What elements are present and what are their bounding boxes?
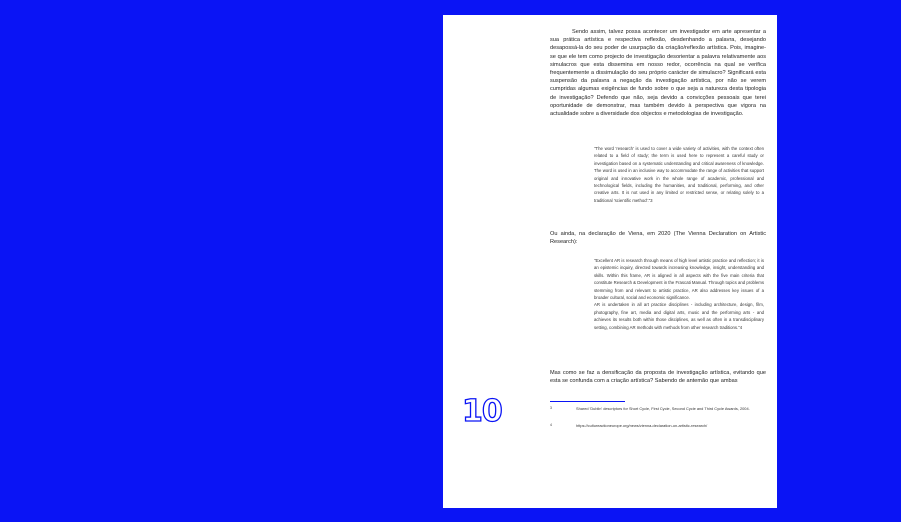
quote-vienna-declaration [594,257,764,331]
quote-dublin-descriptors: "The word 'research' is used to cover a wide variety of activities, with the context often related to a field of study; the term is used here to represent a careful study or investigation based on a systematic understanding and critical awareness of knowledge. The word is used in an inclusive way to accommodate the range of activities that support original and innovative work in the whole range of academic, professional and technological fields, including the humanities, and traditional, performing, and other creative arts. It is not used in any limited or restricted sense, or relating solely to a traditional 'scientific method'."3 [594,146,764,203]
footnote-number: 4 [550,423,552,427]
paragraph-intro: Sendo assim, talvez possa acontecer um investigador em arte apresentar a sua prática artística e respectiva reflexão, desdenhando a palavra, desejando desapossá-la do seu poder de usurpação da criação/reflexão artística. Pois, imagine-se que ele tem como projecto de investigação desorientar a palavra relativamente aos simulacros que esta dissemina em nosso redor, ocorrência na qual se verifica frequentemente a dissimulação do seu próprio carácter de simulacro? Significará esta suspensão da palavra a negação da investigação artística, por não se verem cumpridas algumas exigências de fundo sobre o que seja a natureza desta tipologia de investigação? Defendo que não, seja devido a convicções pessoais que terei oportunidade de demonstrar, mas também devido à perspectiva que vigora na actualidade sobre a diversidade dos objectos e metodologias de investigação. [550,29,766,118]
footnote-3 [550,406,766,412]
paragraph-closing: Mas como se faz a densificação da proposta de investigação artística, evitando que esta se confunda com a criação artística? Sabendo de antemão que ambas [550,370,766,385]
footnote-number: 3 [550,406,552,410]
quote-vienna-part-2: AR is undertaken in all art practice disciplines - including architecture, design, film, photography, fine art, media and digital arts, music and the performing arts - and achieves its results both within those disciplines, as well as often in a transdisciplinary setting, combining AR methods with methods from other research traditions."4 [594,302,764,330]
footnote-divider [550,401,625,402]
footnote-text: Shared 'Dublin' descriptors for Short Cycle, First Cycle, Second Cycle and Third Cycle Awards, 2004. [576,406,750,411]
quote-vienna-part-1: "Excellent AR is research through means of high level artistic practice and reflection; it is an epistemic inquiry, directed towards increasing knowledge, insight, understanding and skills. Within this frame, AR is aligned in all aspects with the five main criteria that constitute Research & Development in the Frascati Manual. Through topics and problems stemming from and relevant to artistic practice, AR also addresses key issues of a broader cultural, social and economic significance. [594,258,764,301]
page-number: 10 [462,394,502,429]
footnote-link-text[interactable]: https://cultureactioneurope.org/news/vienna-declaration-on-artistic-research/ [576,423,708,428]
document-page [443,15,777,508]
paragraph-vienna-intro: Ou ainda, na declaração de Viena, em 2020 (The Vienna Declaration on Artistic Research): [550,231,766,246]
footnote-4 [550,423,766,429]
